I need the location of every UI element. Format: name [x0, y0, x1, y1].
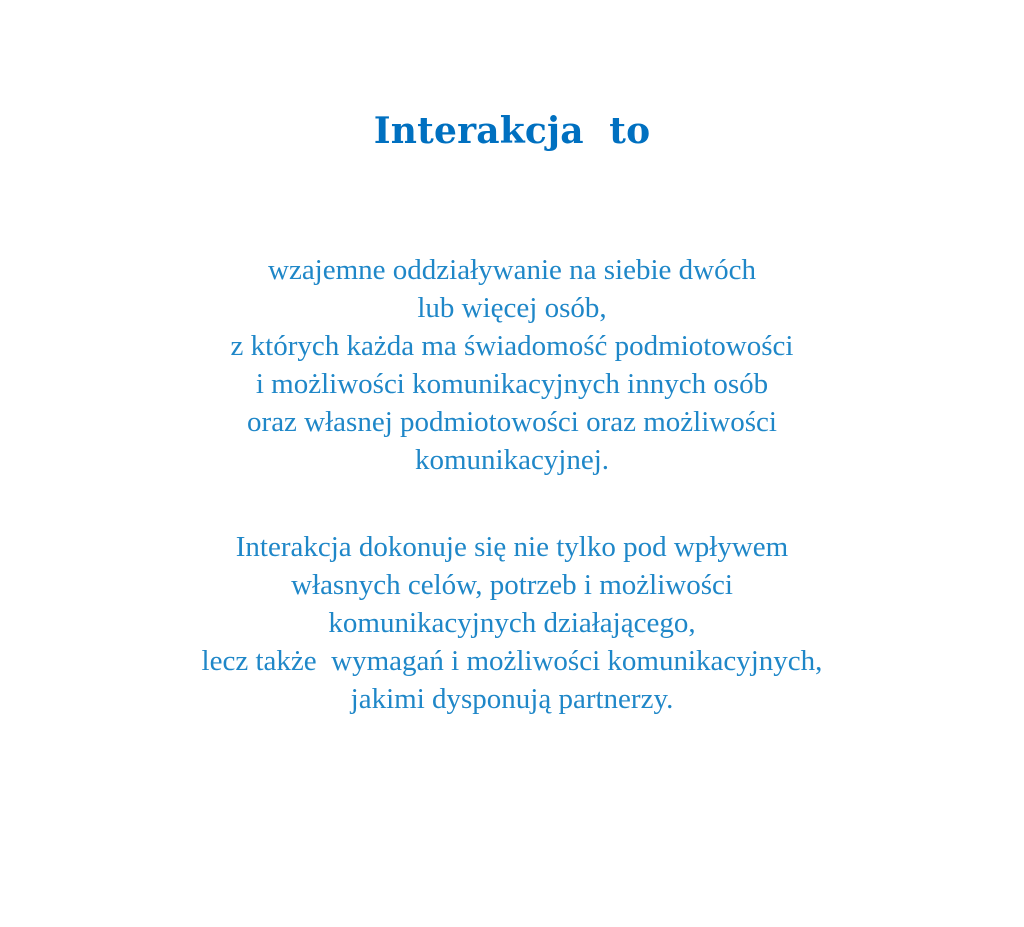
text-line: i możliwości komunikacyjnych innych osób — [255, 368, 769, 400]
text-line: jakimi dysponują partnerzy. — [350, 683, 674, 715]
text-line: własnych celów, potrzeb i możliwości — [291, 569, 733, 601]
text-line: lub więcej osób, — [417, 292, 607, 324]
page-title: Interakcja to — [373, 110, 651, 152]
text-line: wzajemne oddziaływanie na siebie dwóch — [268, 254, 756, 286]
text-line: z których każda ma świadomość podmiotowości — [230, 330, 794, 362]
definition-paragraph — [0, 251, 1024, 479]
explanation-paragraph — [0, 528, 1024, 718]
text-line: komunikacyjnej. — [414, 444, 610, 476]
text-line: lecz także wymagań i możliwości komunikacyjnych, — [201, 645, 823, 677]
text-line: Interakcja dokonuje się nie tylko pod wpływem — [235, 531, 789, 563]
text-line: komunikacyjnych działającego, — [328, 607, 696, 639]
text-line: oraz własnej podmiotowości oraz możliwości — [247, 406, 777, 438]
